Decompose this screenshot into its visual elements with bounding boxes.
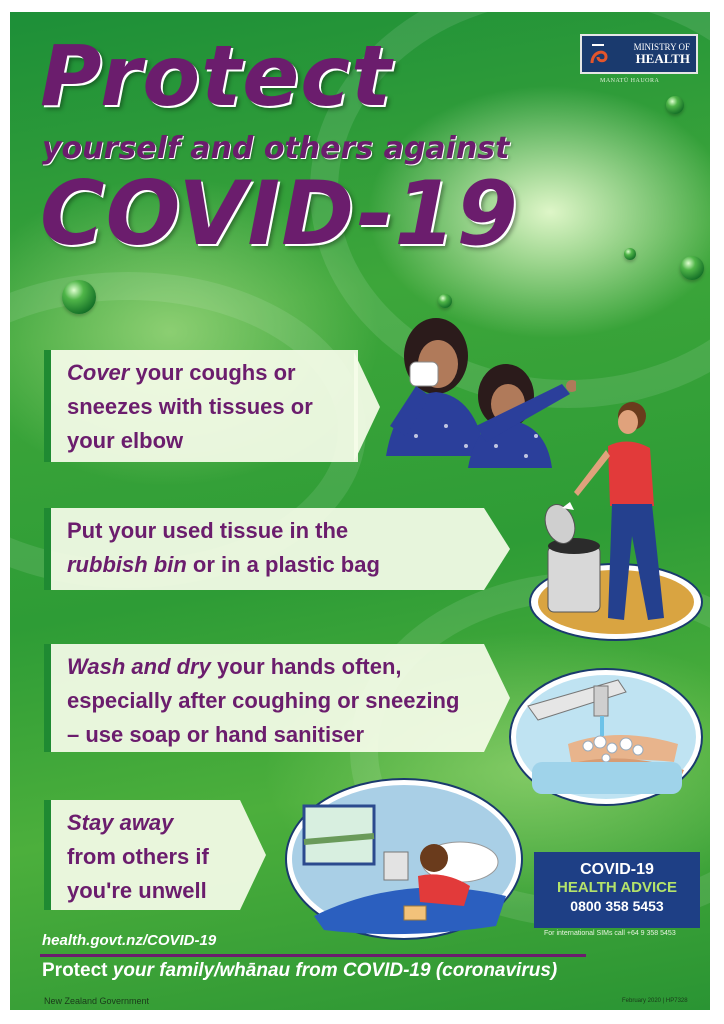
logo-line1: MINISTRY OF [633,42,690,52]
hand-washing-illustration [508,666,704,808]
arrow-right-icon [484,644,510,752]
tip-text: Put your used tissue in the [67,518,349,543]
publication-code: February 2020 | HP7328 [622,998,688,1004]
advice-phone[interactable]: 0800 358 5453 [570,898,664,914]
tip-stay-away [44,800,240,910]
tip-emphasis: Cover [67,360,130,385]
water-droplet [680,256,704,280]
tip-cover-cough [44,350,358,462]
tip-text: your coughs or [129,360,296,385]
website-link[interactable]: health.govt.nz/COVID-19 [42,932,217,949]
tip-wash-hands [44,644,484,752]
tip-emphasis: Stay away [67,810,174,835]
tip-text: – use soap or hand sanitiser [67,722,365,747]
water-droplet [666,96,684,114]
tip-text: you're unwell [67,878,207,903]
logo-line2: HEALTH [635,51,690,66]
koru-icon [588,41,610,67]
tip-text: from others if [67,844,209,869]
ministry-of-health-logo [580,34,698,74]
title-covid: COVID-19 [40,162,519,265]
advice-subtitle: HEALTH ADVICE [557,879,677,896]
water-droplet [624,248,636,260]
tip-rubbish-bin [44,508,484,590]
tip-text: sneezes with tissues or [67,394,313,419]
nz-government-label: New Zealand Government [44,996,150,1006]
footer-slogan-rest: your family/whānau from COVID-19 (coronavirus) [107,960,558,981]
logo-text [616,43,690,65]
footer-protect: Protect [42,960,108,981]
water-droplet [62,280,96,314]
divider [40,954,586,957]
title-subtitle: yourself and others against [42,131,510,166]
arrow-right-icon [484,508,510,590]
footer-slogan [42,960,557,982]
tip-emphasis: rubbish bin [67,552,187,577]
tip-text: your hands often, [210,654,402,679]
title-protect: Protect [40,27,393,125]
tip-text: or in a plastic bag [186,552,380,577]
rubbish-bin-illustration [528,396,704,642]
tip-emphasis: Wash and dry [67,654,211,679]
international-phone-note: For international SIMs call +64 9 358 5453 [544,930,676,937]
advice-title: COVID-19 [580,861,654,878]
poster [10,12,710,1010]
tip-text: especially after coughing or sneezing [67,688,460,713]
sick-in-bed-illustration [284,776,524,942]
logo-maori-name: MANATŪ HAUORA [600,78,660,84]
tip-text: your elbow [67,428,184,453]
arrow-right-icon [240,800,266,910]
health-advice-box [534,852,700,928]
